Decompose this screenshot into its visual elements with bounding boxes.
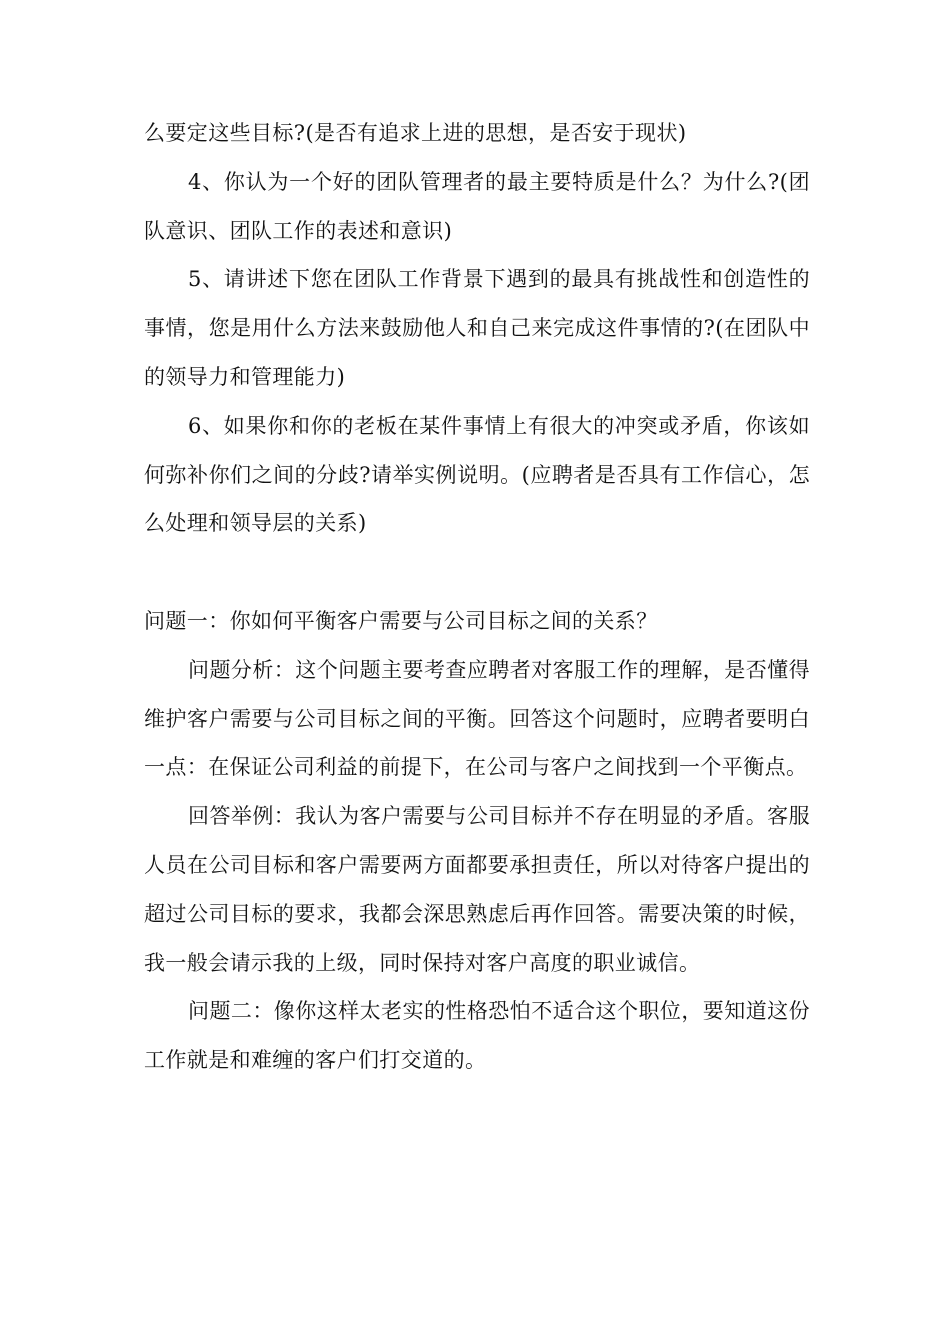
paragraph-goals-continuation: 么要定这些目标?(是否有追求上进的思想，是否安于现状) <box>144 121 687 145</box>
paragraph-problem-1-heading: 问题一：你如何平衡客户需要与公司目标之间的关系？ <box>144 608 658 633</box>
paragraph-question-4: 4、你认为一个好的团队管理者的最主要特质是什么？为什么?(团队意识、团队工作的表述和意识) <box>144 169 810 243</box>
paragraph-question-5: 5、请讲述下您在团队工作背景下遇到的最具有挑战性和创造性的事情，您是用什么方法来鼓励他人和自己来完成这件事情的?(在团队中的领导力和管理能力) <box>144 267 810 389</box>
paragraph-problem-analysis: 问题分析：这个问题主要考查应聘者对客服工作的理解，是否懂得维护客户需要与公司目标之间的平衡。回答这个问题时，应聘者要明白一点：在保证公司利益的前提下，在公司与客户之间找到一个平衡点。 <box>144 657 810 780</box>
paragraph-question-6: 6、如果你和你的老板在某件事情上有很大的冲突或矛盾，你该如何弥补你们之间的分歧?请举实例说明。(应聘者是否具有工作信心，怎么处理和领导层的关系) <box>144 413 810 536</box>
paragraph-problem-2: 问题二：像你这样太老实的性格恐怕不适合这个职位，要知道这份工作就是和难缠的客户们打交道的。 <box>144 999 810 1073</box>
section-spacer <box>144 548 810 597</box>
paragraph-answer-example: 回答举例：我认为客户需要与公司目标并不存在明显的矛盾。客服人员在公司目标和客户需要两方面都要承担责任，所以对待客户提出的超过公司目标的要求，我都会深思熟虑后再作回答。需要决策的时候，我一般会请示我的上级，同时保持对客户高度的职业诚信。 <box>144 804 810 975</box>
document-body <box>144 109 810 1085</box>
